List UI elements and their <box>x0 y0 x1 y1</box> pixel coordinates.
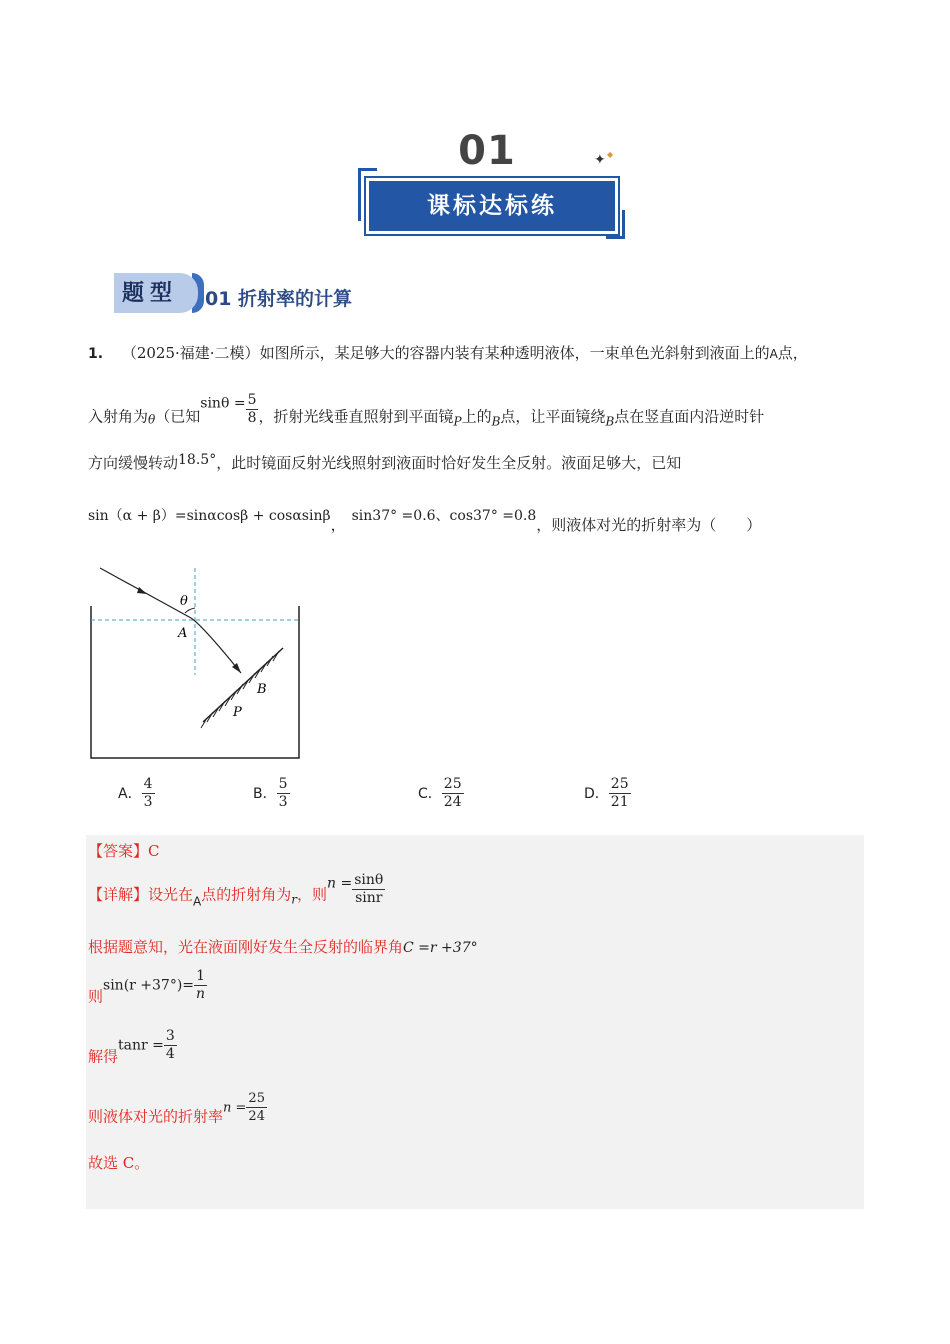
option-b[interactable]: B． $\frac{5}{3}$ <box>253 776 288 810</box>
question-line-2: 入射角为$_\theta$（已知sinθ = $\frac{5}{8}$ ，折射光线垂直照射到平面镜$_P$上的$_B$点，让平面镜绕$_B$点在竖直面内沿逆时针 <box>88 392 765 429</box>
detail-line-2: 根据题意知，光在液面刚好发生全反射的临界角C =r +37° <box>88 938 478 956</box>
unit-number: 01 <box>458 128 516 174</box>
option-c[interactable]: C． $\frac{25}{24}$ <box>418 776 462 810</box>
incident-arrow <box>137 587 147 594</box>
question-line-4: sin（α + β）=sinαcosβ + cosαsinβ， sin37° =0.6、cos37° =0.8，则液体对光的折射率为（ ） <box>88 508 762 534</box>
option-d[interactable]: D． $\frac{25}{21}$ <box>584 776 629 810</box>
detail-line-5: 则液体对光的折射率n = $\frac{25}{24}$ <box>88 1091 265 1126</box>
question-line-3: 方向缓慢转动18.5°，此时镜面反射光线照射到液面时恰好发生全反射。液面足够大，已知 <box>88 452 682 472</box>
sparkle-icon: ✦ <box>594 152 606 168</box>
detail-line-3: 则sin(r +37°)= $\frac{1}{n}$ <box>88 968 206 1006</box>
refracted-ray <box>191 618 241 673</box>
option-a[interactable]: A． $\frac{4}{3}$ <box>118 776 153 810</box>
container-outline <box>91 606 299 758</box>
banner-title: 课标达标练 <box>366 178 618 234</box>
question-line-1: 1. （2025·福建·二模）如图所示，某足够大的容器内装有某种透明液体，一束单色光斜射到液面上的A点， <box>88 344 808 362</box>
detail-line-6: 故选 C。 <box>88 1154 150 1172</box>
answer-tag: 【答案】C <box>88 842 160 860</box>
detail-line-4: 解得tanr = $\frac{3}{4}$ <box>88 1028 175 1066</box>
sparkle-small-icon: ◆ <box>607 150 614 159</box>
detail-line-1: 【详解】设光在$_A$点的折射角为$_r$，则n = $\frac{\sin\theta}{\sin r}$ <box>88 872 384 909</box>
point-a-label: A <box>178 626 188 641</box>
mirror-p-label: P <box>233 705 242 720</box>
point-b-label: B <box>257 682 267 697</box>
section-title: 01 折射率的计算 <box>205 288 353 310</box>
refraction-diagram <box>85 560 310 765</box>
section-badge: 题型 <box>114 273 198 313</box>
theta-label: θ <box>180 594 188 609</box>
